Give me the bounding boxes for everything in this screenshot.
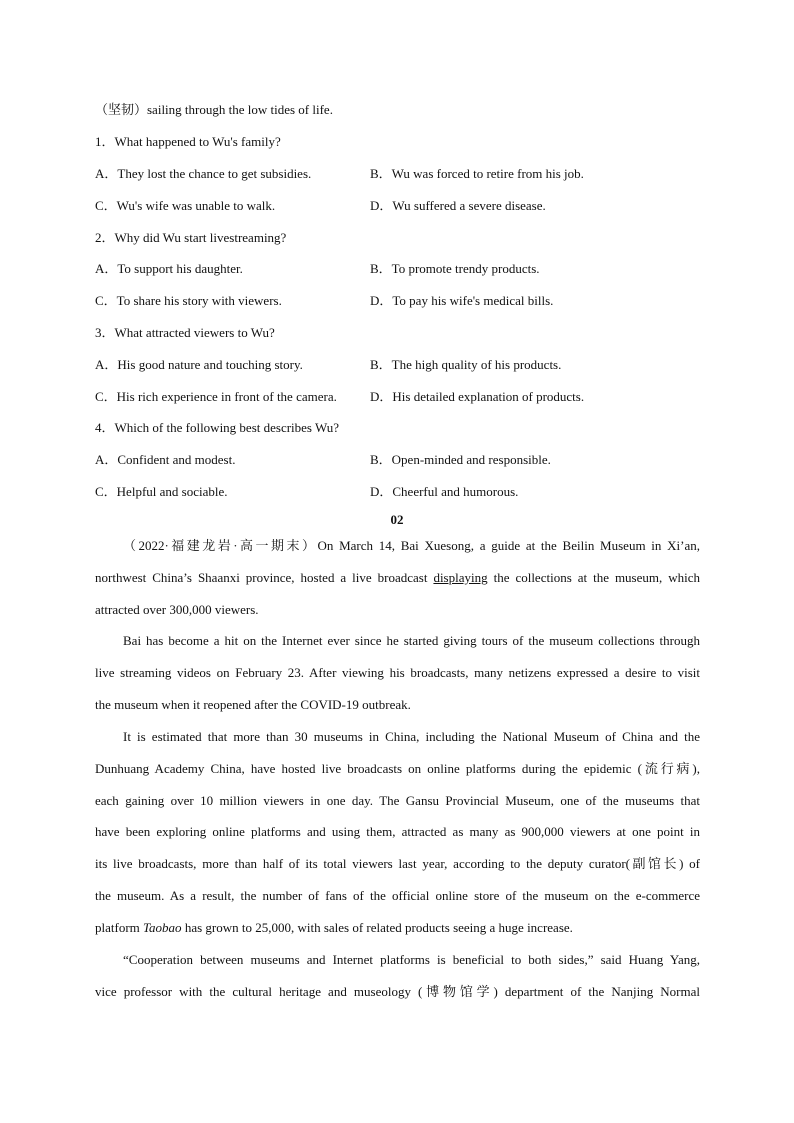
option-1c[interactable] [95,197,275,215]
option-2b[interactable] [370,260,540,278]
question-number: 3． [95,325,115,340]
paragraph-line: “Cooperation between museums and Internet platforms is beneficial to both sides,” said Huang Yang, [123,952,700,967]
option-text: To promote trendy products. [391,261,540,276]
paragraph-line: attracted over 300,000 viewers. [95,601,259,617]
option-1b[interactable] [370,165,584,183]
question-1 [95,133,281,151]
question-text: What happened to Wu's family? [114,134,281,149]
option-letter: B． [370,261,392,276]
option-text: Helpful and sociable. [116,484,228,499]
question-2 [95,229,286,247]
paragraph-line: It is estimated that more than 30 museums in China, including the National Museum of China and the [123,729,700,744]
option-letter: C． [95,389,117,404]
option-text: Open-minded and responsible. [391,452,551,467]
source-tag: （2022·福建龙岩·高一期末） [123,538,318,553]
option-4d[interactable] [370,483,518,501]
passage-paragraph-4 [95,944,700,1008]
option-letter: B． [370,166,392,181]
question-number: 2． [95,230,115,245]
paragraph-line: Bai has become a hit on the Internet ever since he started giving tours of the museum collections through [123,633,700,648]
paragraph-line: northwest China’s Shaanxi province, hosted a live broadcast displaying the collections at the museum, which [95,569,700,585]
option-2c[interactable] [95,292,282,310]
option-text: His good nature and touching story. [117,357,303,372]
option-2a[interactable] [95,260,243,278]
option-text: Wu suffered a severe disease. [392,198,546,213]
question-4 [95,419,339,437]
paragraph-line: Dunhuang Academy China, have hosted live broadcasts on online platforms during the epidemic (流行病), [95,760,700,776]
option-letter: C． [95,484,117,499]
paragraph-line: the museum when it reopened after the COVID-19 outbreak. [95,696,411,712]
option-4b[interactable] [370,451,551,469]
passage-paragraph-2 [95,625,700,720]
option-letter: A． [95,261,118,276]
option-letter: D． [370,198,393,213]
option-letter: C． [95,198,117,213]
question-text: Why did Wu start livestreaming? [114,230,287,245]
option-letter: A． [95,357,118,372]
paragraph-line: live streaming videos on February 23. After viewing his broadcasts, many netizens expressed a desire to visit [95,664,700,680]
question-number: 1． [95,134,115,149]
option-text: Wu was forced to retire from his job. [391,166,584,181]
option-text: His rich experience in front of the camera. [116,389,337,404]
question-number: 4． [95,420,115,435]
question-text: Which of the following best describes Wu? [114,420,340,435]
option-text: Cheerful and humorous. [392,484,519,499]
option-letter: D． [370,484,393,499]
option-2d[interactable] [370,292,553,310]
option-text: The high quality of his products. [391,357,562,372]
passage-paragraph-3 [95,721,700,944]
option-letter: D． [370,389,393,404]
option-4c[interactable] [95,483,228,501]
option-3b[interactable] [370,356,561,374]
paragraph-line: （2022·福建龙岩·高一期末）On March 14, Bai Xuesong, a guide at the Beilin Museum in Xi’an, [123,538,700,553]
option-text: To share his story with viewers. [116,293,282,308]
option-letter: C． [95,293,117,308]
option-letter: B． [370,452,392,467]
option-3a[interactable] [95,356,303,374]
option-letter: A． [95,452,118,467]
option-text: They lost the chance to get subsidies. [117,166,312,181]
option-1d[interactable] [370,197,546,215]
option-letter: B． [370,357,392,372]
italic-word: Taobao [143,919,182,935]
option-text: To support his daughter. [117,261,243,276]
option-letter: A． [95,166,118,181]
option-1a[interactable] [95,165,311,183]
paragraph-line: the museum. As a result, the number of fans of the official online store of the museum on the e-commerce [95,887,700,903]
option-text: Confident and modest. [117,452,236,467]
option-text: Wu's wife was unable to walk. [116,198,276,213]
paragraph-line: platform Taobao has grown to 25,000, with sales of related products seeing a huge increase. [95,919,573,935]
question-text: What attracted viewers to Wu? [114,325,275,340]
paragraph-line: its live broadcasts, more than half of its total viewers last year, according to the deputy curator(副馆长) of [95,856,700,872]
option-3d[interactable] [370,388,584,406]
option-3c[interactable] [95,388,337,406]
intro-line: （坚韧）sailing through the low tides of life. [95,102,333,117]
section-heading: 02 [390,512,404,527]
paragraph-line: vice professor with the cultural heritage and museology (博物馆学) department of the Nanjing Normal [95,983,700,999]
paragraph-line: each gaining over 10 million viewers in one day. The Gansu Provincial Museum, one of the museums that [95,792,700,808]
option-4a[interactable] [95,451,235,469]
option-text: To pay his wife's medical bills. [392,293,554,308]
option-letter: D． [370,293,393,308]
paragraph-line: have been exploring online platforms and using them, attracted as many as 900,000 viewers at one point in [95,824,700,840]
passage-paragraph-1 [95,530,700,625]
question-3 [95,324,275,342]
option-text: His detailed explanation of products. [392,389,585,404]
underlined-word: displaying [433,569,488,585]
